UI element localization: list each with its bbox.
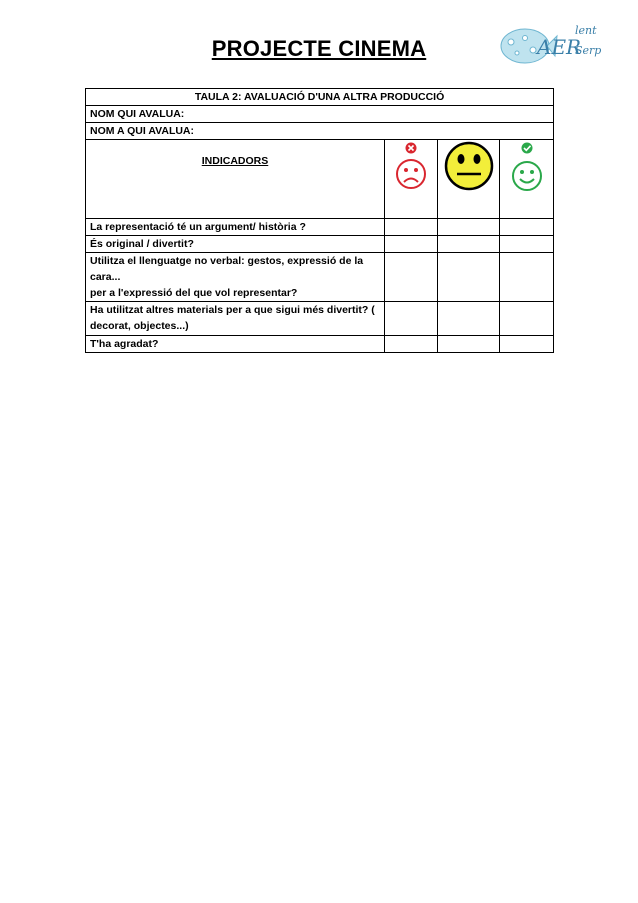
indicators-header: INDICADORS bbox=[86, 140, 385, 219]
rating-cell-good[interactable] bbox=[500, 219, 554, 236]
indicators-header-row bbox=[86, 140, 554, 219]
table-row bbox=[86, 336, 554, 353]
aer-fish-logo-icon bbox=[497, 18, 602, 68]
rating-cell-neutral[interactable] bbox=[438, 302, 500, 336]
rating-cell-good[interactable] bbox=[500, 302, 554, 336]
logo-text-main: AER bbox=[537, 35, 582, 59]
table-title-row bbox=[86, 89, 554, 106]
evaluator-label[interactable]: NOM QUI AVALUA: bbox=[86, 106, 554, 123]
rating-cell-good[interactable] bbox=[500, 236, 554, 253]
evaluated-label[interactable]: NOM A QUI AVALUA: bbox=[86, 123, 554, 140]
rating-cell-bad[interactable] bbox=[385, 253, 438, 302]
table-title: TAULA 2: AVALUACIÓ D'UNA ALTRA PRODUCCIÓ bbox=[86, 89, 554, 106]
neutral-face-yellow-icon bbox=[438, 140, 500, 204]
logo bbox=[497, 18, 602, 68]
rating-header-neutral bbox=[438, 140, 500, 219]
criterion-cell bbox=[86, 302, 385, 336]
criterion-text: És original / divertit? bbox=[86, 236, 385, 253]
criterion-text: La representació té un argument/ història ? bbox=[86, 219, 385, 236]
rating-header-good bbox=[500, 140, 554, 219]
rating-cell-bad[interactable] bbox=[385, 219, 438, 236]
criterion-text-continued: per a l'expressió del que vol representar? bbox=[90, 287, 298, 299]
criterion-text: Ha utilitzat altres materials per a que sigui més divertit? ( bbox=[90, 304, 375, 316]
rating-cell-neutral[interactable] bbox=[438, 253, 500, 302]
table-row bbox=[86, 302, 554, 336]
table-row bbox=[86, 253, 554, 302]
sad-face-red-icon bbox=[385, 140, 438, 204]
rating-cell-bad[interactable] bbox=[385, 236, 438, 253]
table-row bbox=[86, 236, 554, 253]
happy-face-green-icon bbox=[500, 140, 554, 204]
table-row bbox=[86, 219, 554, 236]
rating-cell-good[interactable] bbox=[500, 336, 554, 353]
criterion-cell bbox=[86, 253, 385, 302]
rating-cell-bad[interactable] bbox=[385, 302, 438, 336]
rating-cell-good[interactable] bbox=[500, 253, 554, 302]
criterion-text: T'ha agradat? bbox=[86, 336, 385, 353]
rating-cell-neutral[interactable] bbox=[438, 236, 500, 253]
logo-text-top: lent bbox=[575, 24, 597, 37]
rating-header-bad bbox=[385, 140, 438, 219]
criterion-text-continued: decorat, objectes...) bbox=[90, 320, 189, 332]
criterion-text: Utilitza el llenguatge no verbal: gestos, expressió de la cara... bbox=[90, 255, 364, 283]
rating-cell-bad[interactable] bbox=[385, 336, 438, 353]
evaluated-row bbox=[86, 123, 554, 140]
evaluator-row bbox=[86, 106, 554, 123]
rating-cell-neutral[interactable] bbox=[438, 336, 500, 353]
evaluation-table bbox=[85, 88, 554, 353]
rating-cell-neutral[interactable] bbox=[438, 219, 500, 236]
logo-text-bottom: Serp bbox=[575, 44, 602, 57]
page-title: PROJECTE CINEMA bbox=[211, 36, 427, 61]
